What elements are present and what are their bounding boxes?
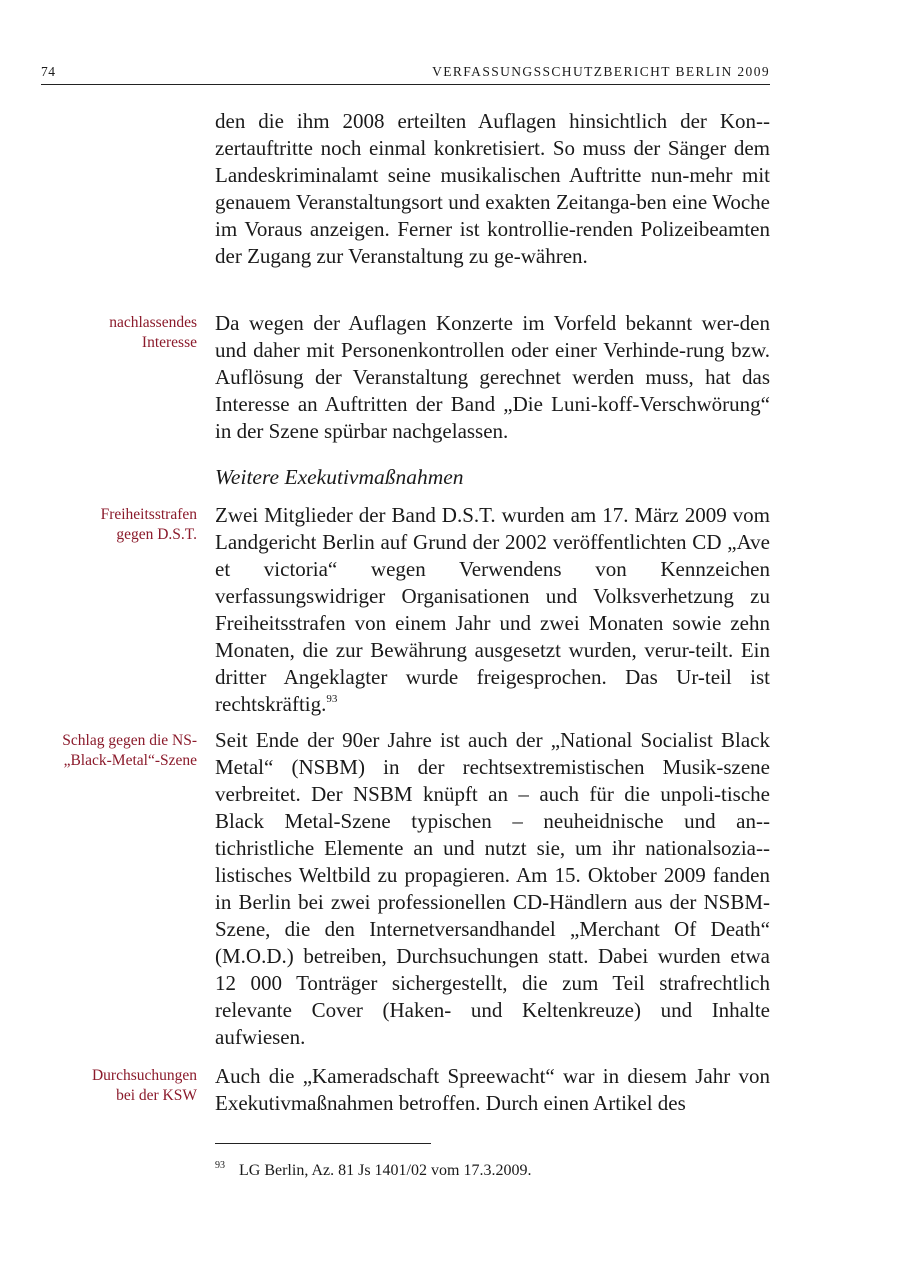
paragraph-text: Auch die „Kameradschaft Spreewacht“ war in diesem Jahr von Exekutivmaßnahmen betroffen. Durch einen Artikel des bbox=[215, 1064, 770, 1115]
margin-note-line: „Black-Metal“-Szene bbox=[63, 752, 197, 769]
section-heading: Weitere Exekutivmaßnahmen bbox=[215, 465, 464, 489]
footnote-reference[interactable]: 93 bbox=[326, 693, 338, 705]
footnote-text: LG Berlin, Az. 81 Js 1401/02 vom 17.3.2009. bbox=[239, 1162, 532, 1179]
paragraph-text: Seit Ende der 90er Jahre ist auch der „National Socialist Black Metal“ (NSBM) in der rechtsextremistischen Musik-szene verbreitet. Der NSBM knüpft an – auch für die unpoli-tische Black Metal-Szene typischen – neuheidnische und an-tichristliche Elemente an und nutzt sie, um ihr nationalsozia-listisches Weltbild zu propagieren. Am 15. Oktober 2009 fanden in Berlin bei zwei professionellen CD-Händlern aus der NSBM-Szene, die den Internetversandhandel „Merchant Of Death“ (M.O.D.) betreiben, Durchsuchungen statt. Dabei wurden etwa 12 000 Tonträger sichergestellt, die zum Teil strafrechtlich relevante Cover (Haken- und Keltenkreuze) und Inhalte aufwiesen. bbox=[215, 728, 770, 1049]
margin-note-line: Durchsuchungen bbox=[91, 1067, 197, 1084]
body-paragraph-5 bbox=[215, 1063, 770, 1117]
footnote-rule bbox=[215, 1143, 431, 1144]
paragraph-text: Zwei Mitglieder der Band D.S.T. wurden am 17. März 2009 vom Landgericht Berlin auf Grund der 2002 veröffentlichten CD „Ave et victoria“ wegen Verwendens von Kennzeichen verfassungswidriger Organisationen und Volksverhetzung zu Freiheitsstrafen von einem Jahr und zwei Monaten sowie zehn Monaten, die zur Bewährung ausgesetzt wurden, verur-teilt. Ein dritter Angeklagter wurde freigesprochen. Das Ur-teil ist rechtskräftig. bbox=[215, 503, 770, 716]
margin-note-nachlassendes-interesse bbox=[109, 313, 197, 353]
running-header bbox=[41, 62, 770, 85]
body-paragraph-4 bbox=[215, 727, 770, 1051]
body-paragraph-2 bbox=[215, 310, 770, 445]
margin-note-line: nachlassendes bbox=[109, 314, 197, 331]
footnote-number: 93 bbox=[215, 1160, 225, 1171]
running-title: VERFASSUNGSSCHUTZBERICHT BERLIN 2009 bbox=[432, 64, 770, 79]
body-paragraph-1 bbox=[215, 108, 770, 270]
margin-note-line: Freiheitsstrafen bbox=[100, 506, 197, 523]
margin-note-line: Schlag gegen die NS- bbox=[62, 732, 197, 749]
paragraph-text: Da wegen der Auflagen Konzerte im Vorfeld bekannt wer-den und daher mit Personenkontrollen oder einer Verhinde-rung bzw. Auflösung der Veranstaltung gerechnet werden muss, hat das Interesse an Auftritten der Band „Die Luni-koff-Verschwörung“ in der Szene spürbar nachgelassen. bbox=[215, 311, 770, 443]
margin-note-line: bei der KSW bbox=[116, 1087, 197, 1104]
margin-note-line: Interesse bbox=[141, 334, 197, 351]
margin-note-line: gegen D.S.T. bbox=[116, 526, 197, 543]
page-number: 74 bbox=[41, 64, 56, 79]
paragraph-text: den die ihm 2008 erteilten Auflagen hinsichtlich der Kon-zertauftritte noch einmal konkretisiert. So muss der Sänger dem Landeskriminalamt seine musikalischen Auftritte nun-mehr mit genauem Veranstaltungsort und exakten Zeitanga-ben eine Woche im Voraus anzeigen. Ferner ist kontrollie-renden Polizeibeamten der Zugang zur Veranstaltung zu ge-währen. bbox=[215, 109, 770, 268]
margin-note-freiheitsstrafen bbox=[101, 505, 197, 545]
margin-note-ns-black-metal bbox=[62, 731, 197, 771]
body-paragraph-3 bbox=[215, 502, 770, 718]
footnote bbox=[215, 1160, 531, 1184]
margin-note-durchsuchungen-ksw bbox=[92, 1066, 197, 1106]
